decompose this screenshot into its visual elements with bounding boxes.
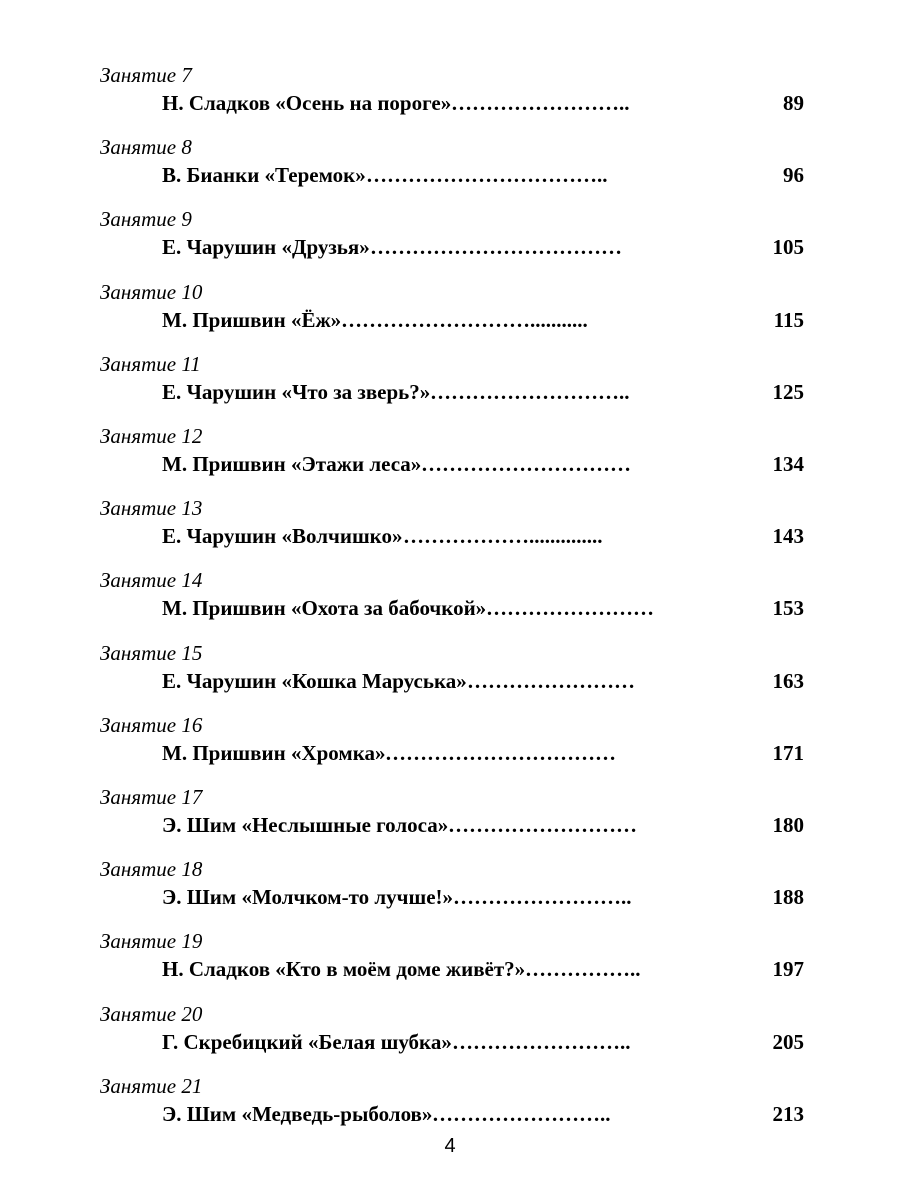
lesson-label: Занятие 11: [100, 351, 201, 376]
entry-page-number: 188: [772, 885, 804, 910]
toc-entry: [0, 641, 900, 701]
entry-page-number: 197: [772, 957, 804, 982]
toc-entry: [0, 496, 900, 556]
dot-leader: ………………………..: [430, 379, 630, 404]
toc-entry: [0, 785, 900, 845]
entry-title: М. Пришвин «Ёж»: [162, 307, 342, 332]
dot-leader: ………………………………: [370, 235, 622, 260]
dot-leader: ……………………………: [385, 740, 616, 765]
dot-leader: …………………………: [421, 452, 631, 476]
entry-page-number: 143: [772, 524, 804, 549]
entry-page-number: 115: [773, 307, 804, 332]
lesson-label: Занятие 8: [100, 135, 192, 160]
toc-entry: [0, 135, 900, 195]
entry-page-number: 180: [772, 813, 804, 837]
entry-page-number: 125: [772, 379, 804, 404]
toc-entry: [0, 713, 900, 773]
lesson-label: Занятие 10: [100, 279, 203, 304]
dot-leader: ……………………..: [452, 1029, 631, 1054]
toc-entry: [0, 424, 900, 484]
toc-entry: [0, 63, 900, 123]
dot-leader: ……………………..: [432, 1101, 611, 1126]
dot-leader: ……………………: [486, 596, 654, 621]
lesson-label: Занятие 15: [100, 640, 203, 665]
entry-title: Е. Чарушин «Что за зверь?»: [162, 379, 431, 404]
entry-page-number: 213: [772, 1101, 804, 1126]
lesson-label: Занятие 18: [100, 857, 203, 882]
entry-title: Г. Скребицкий «Белая шубка»: [162, 1029, 452, 1054]
entry-page-number: 96: [783, 163, 804, 188]
entry-title: Н. Сладков «Кто в моём доме живёт?»: [162, 957, 526, 982]
toc-entry: [0, 929, 900, 989]
entry-page-number: 163: [772, 668, 804, 693]
lesson-label: Занятие 12: [100, 424, 203, 448]
page-number: 4: [444, 1135, 456, 1157]
dot-leader: ………………………: [448, 813, 637, 837]
toc-entry: [0, 857, 900, 917]
entry-title: Э. Шим «Молчком-то лучше!»: [162, 885, 454, 910]
dot-leader: ……………..: [525, 957, 641, 982]
entry-title: Е. Чарушин «Друзья»: [162, 235, 370, 260]
entry-page-number: 171: [772, 740, 804, 765]
entry-title: М. Пришвин «Охота за бабочкой»: [162, 596, 487, 621]
lesson-label: Занятие 21: [100, 1073, 203, 1098]
dot-leader: ……………………………..: [366, 163, 608, 188]
lesson-label: Занятие 9: [100, 207, 192, 232]
dot-leader: ………………………...........: [341, 307, 588, 332]
lesson-label: Занятие 19: [100, 929, 203, 954]
entry-title: М. Пришвин «Этажи леса»: [162, 452, 422, 476]
dot-leader: ……………………..: [453, 885, 632, 910]
lesson-label: Занятие 14: [100, 568, 203, 593]
toc-entry: [0, 352, 900, 412]
toc-entry: [0, 1002, 900, 1062]
entry-page-number: 105: [772, 235, 804, 260]
entry-title: В. Бианки «Теремок»: [162, 163, 366, 188]
entry-page-number: 134: [772, 452, 804, 476]
toc-entry: [0, 280, 900, 340]
lesson-label: Занятие 17: [100, 785, 203, 809]
lesson-label: Занятие 20: [100, 1001, 203, 1026]
entry-title: М. Пришвин «Хромка»: [162, 740, 386, 765]
dot-leader: ………………..............: [403, 524, 603, 549]
toc-entry: [0, 568, 900, 628]
entry-title: Е. Чарушин «Волчишко»: [162, 524, 403, 549]
lesson-label: Занятие 7: [100, 63, 192, 87]
lesson-label: Занятие 16: [100, 712, 203, 737]
toc-entry: [0, 207, 900, 267]
entry-title: Е. Чарушин «Кошка Маруська»: [162, 668, 467, 693]
entry-title: Э. Шим «Неслышные голоса»: [162, 813, 449, 837]
entry-page-number: 153: [772, 596, 804, 621]
dot-leader: ……………………..: [451, 91, 630, 115]
toc-entry: [0, 1074, 900, 1134]
entry-title: Э. Шим «Медведь-рыболов»: [162, 1101, 433, 1126]
entry-title: Н. Сладков «Осень на пороге»: [162, 91, 452, 115]
entry-page-number: 205: [772, 1029, 804, 1054]
lesson-label: Занятие 13: [100, 496, 203, 521]
entry-page-number: 89: [783, 91, 804, 115]
dot-leader: ……………………: [467, 668, 635, 693]
